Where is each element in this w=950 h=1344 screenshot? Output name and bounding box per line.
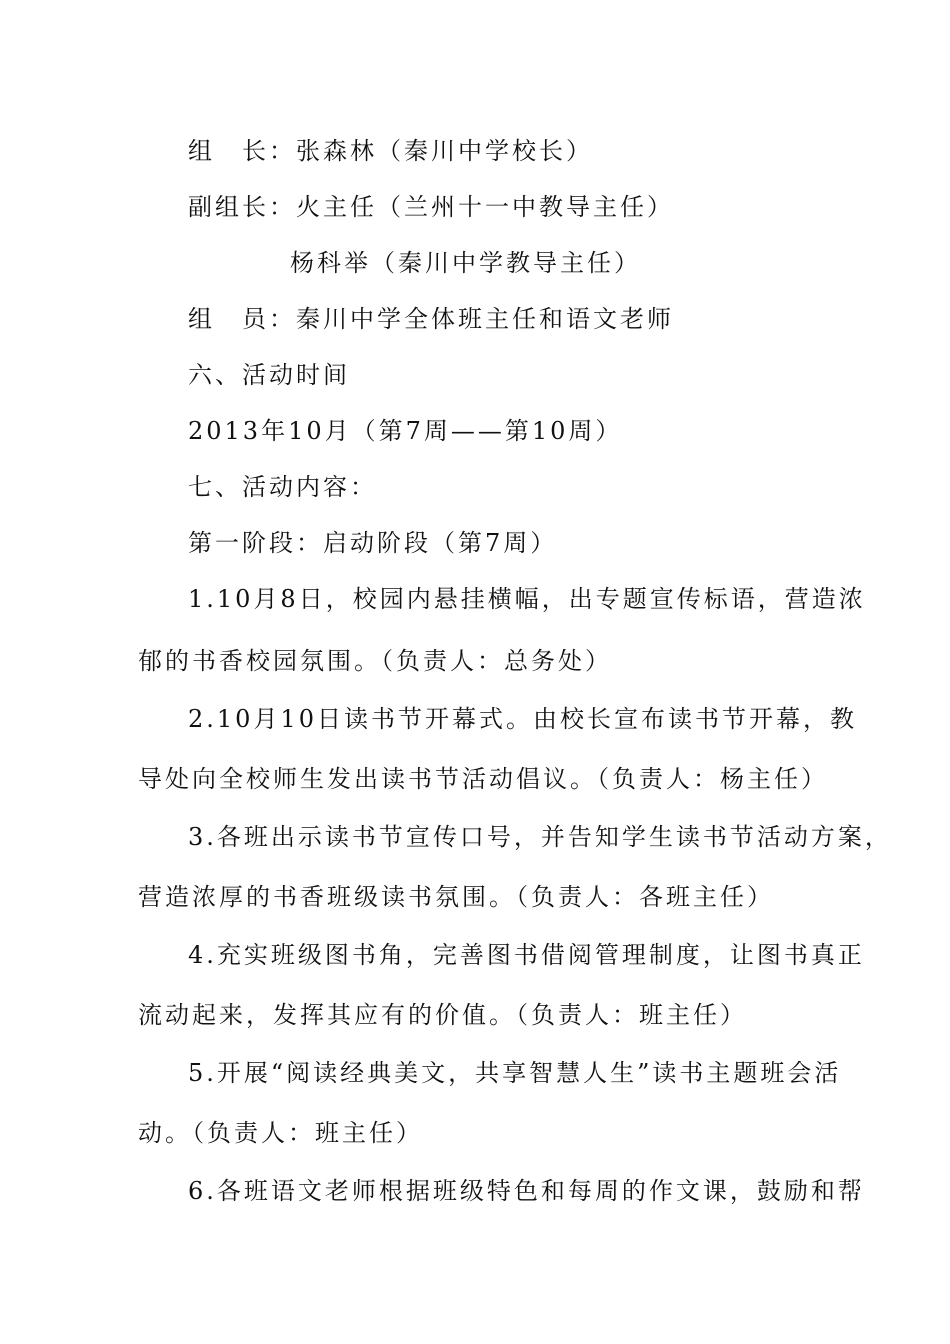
item-1-line-1: 1.10月8日，校园内悬挂横幅，出专题宣传标语，营造浓 [188,585,866,613]
members-line: 组 员：秦川中学全体班主任和语文老师 [188,305,674,333]
item-3-line-2: 营造浓厚的书香班级读书氛围。（负责人：各班主任） [138,883,774,911]
leader-line: 组 长：张森林（秦川中学校长） [188,137,593,165]
deputy-leader-line-2: 杨科举（秦川中学教导主任） [290,249,641,277]
section-heading-time: 六、活动时间 [188,361,350,389]
item-2-line-1: 2.10月10日读书节开幕式。由校长宣布读书节开幕，教 [188,705,857,733]
item-6-line-1: 6.各班语文老师根据班级特色和每周的作文课，鼓励和帮 [188,1177,865,1205]
item-3-line-1: 3.各班出示读书节宣传口号，并告知学生读书节活动方案， [188,823,892,851]
item-4-line-1: 4.充实班级图书角，完善图书借阅管理制度，让图书真正 [188,941,865,969]
item-1-line-2: 郁的书香校园氛围。（负责人：总务处） [138,647,612,675]
item-2-line-2: 导处向全校师生发出读书节活动倡议。（负责人：杨主任） [138,765,828,793]
activity-time-text: 2013年10月（第7周——第10周） [188,417,623,445]
section-heading-content: 七、活动内容： [188,473,377,501]
item-5-line-1: 5.开展“阅读经典美文，共享智慧人生”读书主题班会活 [188,1059,842,1087]
stage-heading: 第一阶段：启动阶段（第7周） [188,529,558,557]
item-5-line-2: 动。（负责人：班主任） [138,1119,423,1147]
item-4-line-2: 流动起来，发挥其应有的价值。（负责人：班主任） [138,1001,747,1029]
deputy-leader-line: 副组长：火主任（兰州十一中教导主任） [188,193,674,221]
